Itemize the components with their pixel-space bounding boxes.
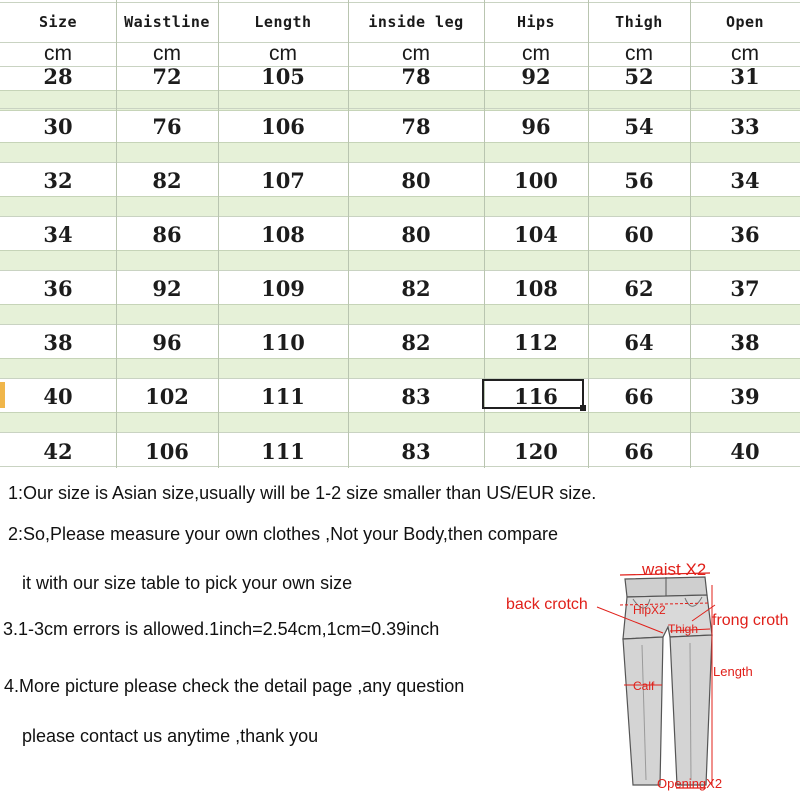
table-gridline <box>0 2 800 3</box>
unit-label[interactable]: cm <box>731 42 759 65</box>
table-cell[interactable]: 37 <box>730 276 760 301</box>
table-cell[interactable]: 66 <box>624 384 654 409</box>
table-cell[interactable]: 108 <box>514 276 558 301</box>
table-row-band <box>0 250 800 271</box>
table-cell[interactable]: 106 <box>145 439 189 464</box>
table-cell[interactable]: 52 <box>624 64 654 89</box>
table-cell[interactable]: 38 <box>730 330 760 355</box>
table-gridline <box>0 216 800 217</box>
size-cell[interactable]: 32 <box>43 168 73 193</box>
note-more-pictures: 4.More picture please check the detail page ,any question <box>4 676 465 696</box>
table-gridline <box>0 270 800 271</box>
table-cell[interactable]: 31 <box>730 64 760 89</box>
note-measure-clothes: 2:So,Please measure your own clothes ,Not your Body,then compare <box>8 524 558 544</box>
column-header[interactable]: Length <box>254 13 312 31</box>
size-cell[interactable]: 28 <box>43 64 73 89</box>
table-cell[interactable]: 108 <box>261 222 305 247</box>
table-cell[interactable]: 80 <box>401 222 431 247</box>
table-cell[interactable]: 66 <box>624 439 654 464</box>
table-cell[interactable]: 105 <box>261 64 305 89</box>
table-cell[interactable]: 92 <box>152 276 182 301</box>
unit-label[interactable]: cm <box>153 42 181 65</box>
table-gridline <box>0 466 800 467</box>
unit-label[interactable]: cm <box>522 42 550 65</box>
size-cell[interactable]: 34 <box>43 222 73 247</box>
table-gridline <box>0 162 800 163</box>
table-cell[interactable]: 72 <box>152 64 182 89</box>
note-compare-table: it with our size table to pick your own size <box>22 573 353 593</box>
note-contact-us: please contact us anytime ,thank you <box>22 726 319 746</box>
table-cell[interactable]: 83 <box>401 384 431 409</box>
label-front-crotch: frong croth <box>712 612 789 629</box>
label-length: Length <box>713 664 753 679</box>
label-hip: HipX2 <box>633 603 666 617</box>
table-cell[interactable]: 96 <box>521 114 551 139</box>
table-cell[interactable]: 83 <box>401 439 431 464</box>
size-cell[interactable]: 42 <box>43 439 73 464</box>
table-cell[interactable]: 78 <box>401 114 431 139</box>
table-cell[interactable]: 64 <box>624 330 654 355</box>
table-cell[interactable]: 107 <box>261 168 305 193</box>
size-cell[interactable]: 40 <box>43 384 73 409</box>
table-row-band <box>0 304 800 325</box>
pants-measurement-diagram <box>500 555 800 800</box>
table-cell[interactable]: 112 <box>514 330 558 355</box>
size-cell[interactable]: 36 <box>43 276 73 301</box>
unit-label[interactable]: cm <box>44 42 72 65</box>
table-cell[interactable]: 60 <box>624 222 654 247</box>
column-header[interactable]: Hips <box>516 13 556 31</box>
table-cell[interactable]: 102 <box>145 384 189 409</box>
table-cell[interactable]: 33 <box>730 114 760 139</box>
pants-drawing <box>500 555 800 800</box>
table-cell[interactable]: 86 <box>152 222 182 247</box>
table-row-band <box>0 412 800 433</box>
table-gridline <box>0 432 800 433</box>
unit-label[interactable]: cm <box>625 42 653 65</box>
table-cell[interactable]: 39 <box>730 384 760 409</box>
table-cell[interactable]: 111 <box>261 439 305 464</box>
table-cell[interactable]: 92 <box>521 64 551 89</box>
table-cell[interactable]: 62 <box>624 276 654 301</box>
table-cell[interactable]: 109 <box>261 276 305 301</box>
table-cell[interactable]: 40 <box>730 439 760 464</box>
column-header[interactable]: inside leg <box>368 13 464 31</box>
table-cell[interactable]: 82 <box>401 276 431 301</box>
table-cell[interactable]: 82 <box>152 168 182 193</box>
unit-label[interactable]: cm <box>402 42 430 65</box>
unit-label[interactable]: cm <box>269 42 297 65</box>
note-asian-size: 1:Our size is Asian size,usually will be 1-2 size smaller than US/EUR size. <box>8 483 597 503</box>
size-cell[interactable]: 30 <box>43 114 73 139</box>
label-waist: waist X2 <box>642 560 707 579</box>
active-row-marker <box>0 382 5 408</box>
note-errors-allowed: 3.1-3cm errors is allowed.1inch=2.54cm,1cm=0.39inch <box>3 619 440 639</box>
table-cell[interactable]: 54 <box>624 114 654 139</box>
table-cell[interactable]: 111 <box>261 384 305 409</box>
table-cell[interactable]: 96 <box>152 330 182 355</box>
table-gridline <box>0 378 800 379</box>
table-cell[interactable]: 100 <box>514 168 558 193</box>
label-back-crotch: back crotch <box>506 596 588 613</box>
column-header[interactable]: Size <box>38 13 78 31</box>
table-cell[interactable]: 56 <box>624 168 654 193</box>
label-thigh: Thigh <box>668 622 699 636</box>
table-cell[interactable]: 116 <box>514 384 558 409</box>
table-cell[interactable]: 82 <box>401 330 431 355</box>
column-header[interactable]: Thigh <box>615 13 663 31</box>
fill-handle[interactable] <box>580 405 586 411</box>
size-cell[interactable]: 38 <box>43 330 73 355</box>
label-calf: Calf <box>633 679 655 693</box>
table-cell[interactable]: 34 <box>730 168 760 193</box>
table-cell[interactable]: 76 <box>152 114 182 139</box>
table-cell[interactable]: 36 <box>730 222 760 247</box>
table-cell[interactable]: 110 <box>261 330 305 355</box>
column-header[interactable]: Waistline <box>124 13 210 31</box>
table-gridline <box>0 324 800 325</box>
table-cell[interactable]: 104 <box>514 222 558 247</box>
table-row-band <box>0 196 800 217</box>
selected-cell-outline[interactable] <box>482 379 584 409</box>
column-header[interactable]: Open <box>725 13 765 31</box>
table-cell[interactable]: 78 <box>401 64 431 89</box>
table-gridline <box>0 108 800 109</box>
table-cell[interactable]: 120 <box>514 439 558 464</box>
table-cell[interactable]: 80 <box>401 168 431 193</box>
table-row-band <box>0 358 800 379</box>
table-cell[interactable]: 106 <box>261 114 305 139</box>
label-opening: OpeningX2 <box>657 776 723 791</box>
table-row-band <box>0 142 800 163</box>
